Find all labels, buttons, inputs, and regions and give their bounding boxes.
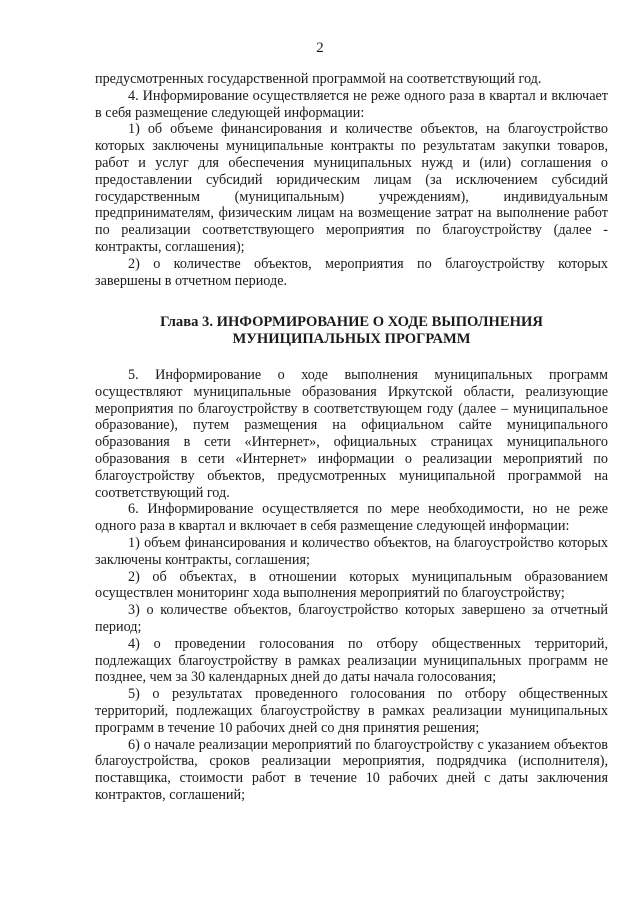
paragraph-subitem-2: 2) о количестве объектов, мероприятия по благоустройству которых завершены в отчетном периоде.	[95, 255, 608, 289]
paragraph-continuation: предусмотренных государственной программой на соответствующий год.	[95, 71, 542, 87]
paragraph-subitem-1: 1) об объеме финансирования и количестве объектов, на благоустройство которых заключены муниципальные контракты по результатам закупки товаров, работ и услуг для обеспечения муниципальных нужд и (или) соглашения о предоставлении субсидий юридическим лицам (за исключением субсидий государственным (муниципальным) учреждениям), индивидуальным предпринимателям, физическим лицам на возмещение затрат на выполнение работ по реализации соответствующего мероприятия по благоустройству (далее - контракты, соглашения);	[95, 121, 608, 255]
page-number: 2	[316, 40, 324, 56]
list-item-1: 1) объем финансирования и количество объектов, на благоустройство которых заключены контракты, соглашения;	[95, 534, 608, 568]
top-text-block	[95, 71, 608, 289]
chapter-heading-line-1: Глава 3. ИНФОРМИРОВАНИЕ О ХОДЕ ВЫПОЛНЕНИЯ	[160, 314, 543, 330]
paragraph-item-5: 5. Информирование о ходе выполнения муниципальных программ осуществляют муниципальные образования Иркутской области, реализующие мероприятия по благоустройству в соответствующем году (далее – муниципальное образование), путем размещения на официальном сайте муниципального образования в сети «Интернет», официальных страницах муниципального образования в сети «Интернет» информации о реализации мероприятий по благоустройству объектов, предусмотренных муниципальной программой на соответствующий год.	[95, 367, 608, 501]
list-item-5: 5) о результатах проведенного голосования по отбору общественных территорий, подлежащих благоустройству в рамках реализации муниципальных программ в течение 10 рабочих дней со дня принятия решения;	[95, 686, 608, 736]
paragraph-item-4: 4. Информирование осуществляется не реже одного раза в квартал и включает в себя размещение следующей информации:	[95, 87, 608, 121]
list-item-6: 6) о начале реализации мероприятий по благоустройству с указанием объектов благоустройства, сроков реализации мероприятия, подрядчика (исполнителя), поставщика, стоимости работ в течение 10 рабочих дней с даты заключения контрактов, соглашений;	[95, 736, 608, 803]
list-item-3: 3) о количестве объектов, благоустройство которых завершено за отчетный период;	[95, 602, 608, 635]
bottom-text-block	[95, 367, 608, 804]
chapter-heading-line-2: МУНИЦИПАЛЬНЫХ ПРОГРАММ	[232, 331, 471, 347]
chapter-heading	[95, 314, 608, 348]
paragraph-item-6: 6. Информирование осуществляется по мере необходимости, но не реже одного раза в квартал и включает в себя размещение следующей информации:	[95, 501, 608, 535]
list-item-4: 4) о проведении голосования по отбору общественных территорий, подлежащих благоустройству в рамках реализации муниципальных программ не позднее, чем за 30 календарных дней до даты начала голосования;	[95, 635, 608, 686]
list-item-2: 2) об объектах, в отношении которых муниципальным образованием осуществлен мониторинг хода выполнения мероприятий по благоустройству;	[95, 568, 608, 602]
